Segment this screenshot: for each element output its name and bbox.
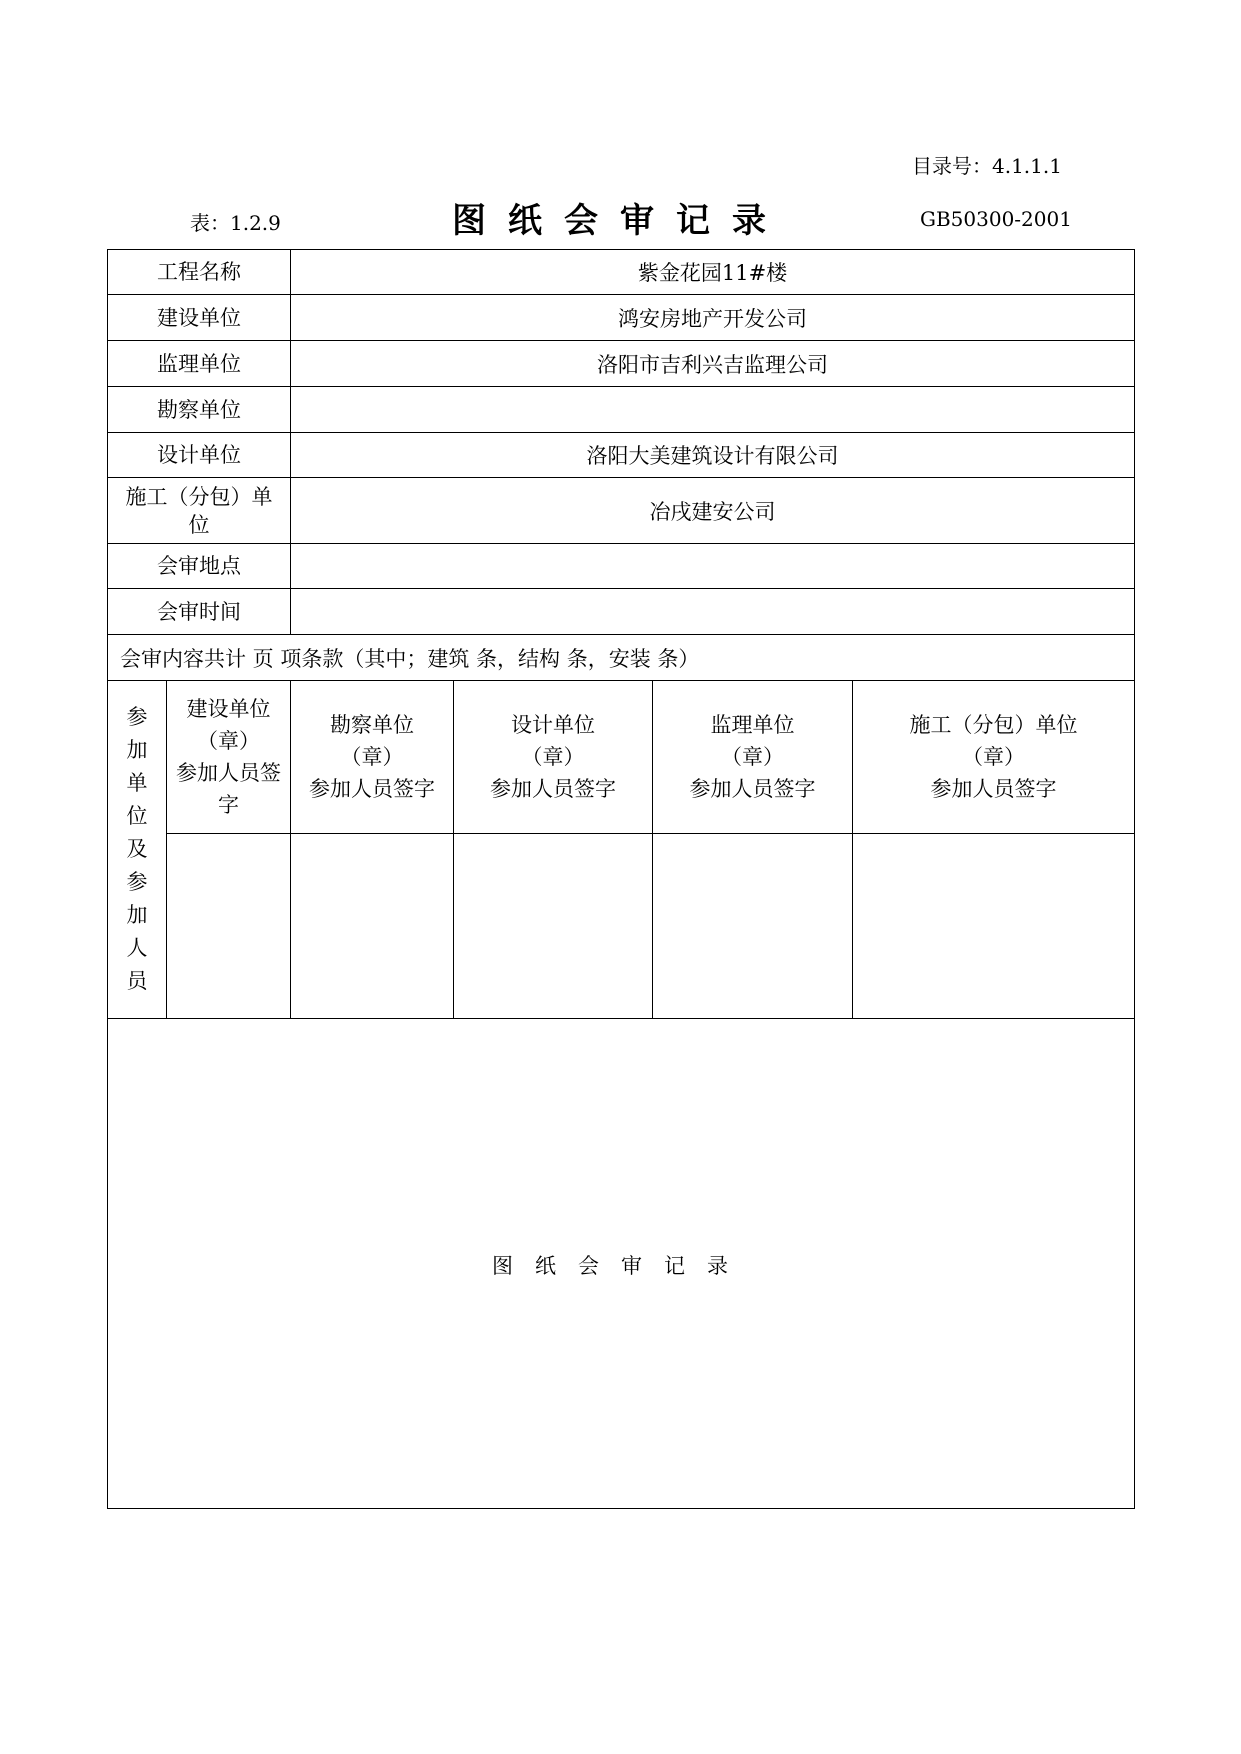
participant-construction-header: 施工（分包）单位 （章） 参加人员签字: [853, 681, 1135, 834]
participants-signature-row: [108, 834, 1135, 1019]
design-unit-label: 设计单位: [108, 433, 291, 478]
review-place-label: 会审地点: [108, 544, 291, 589]
supervision-unit-value: 洛阳市吉利兴吉监理公司: [291, 341, 1135, 387]
review-time-label: 会审时间: [108, 589, 291, 635]
design-unit-value: 洛阳大美建筑设计有限公司: [291, 433, 1135, 478]
participant-design-header: 设计单位 （章） 参加人员签字: [454, 681, 653, 834]
signature-cell-supervision: [653, 834, 853, 1019]
info-row: [108, 544, 1135, 589]
info-row: [108, 250, 1135, 295]
catalog-number: 目录号：4.1.1.1: [912, 154, 1062, 178]
form-number: 表：1.2.9: [190, 211, 281, 235]
info-row: [108, 387, 1135, 433]
participants-side-label: 参 加 单 位 及 参 加 人 员: [108, 681, 167, 1019]
survey-unit-value: [291, 387, 1135, 433]
document-title: 图纸会审记录: [452, 201, 788, 241]
participants-header-row: [108, 681, 1135, 834]
standard-code: GB50300-2001: [920, 207, 1072, 231]
signature-cell-construction: [853, 834, 1135, 1019]
review-record-table: [107, 249, 1135, 1509]
participant-supervision-header: 监理单位 （章） 参加人员签字: [653, 681, 853, 834]
info-row: [108, 341, 1135, 387]
project-name-label: 工程名称: [108, 250, 291, 295]
signature-cell-survey: [291, 834, 454, 1019]
review-time-value: [291, 589, 1135, 635]
owner-unit-label: 建设单位: [108, 295, 291, 341]
info-row: [108, 295, 1135, 341]
participant-owner-header: 建设单位 （章） 参加人员签字: [167, 681, 291, 834]
construction-unit-value: 冶戌建安公司: [291, 478, 1135, 544]
info-row: [108, 478, 1135, 544]
record-heading: 图纸会审记录: [492, 1253, 750, 1278]
supervision-unit-label: 监理单位: [108, 341, 291, 387]
record-area: [108, 1019, 1135, 1509]
record-area-row: [108, 1019, 1135, 1509]
info-row: [108, 433, 1135, 478]
content-summary-row: [108, 635, 1135, 681]
review-place-value: [291, 544, 1135, 589]
content-summary: 会审内容共计 页 项条款（其中；建筑 条，结构 条，安装 条）: [108, 635, 1135, 681]
project-name-value: 紫金花园11#楼: [291, 250, 1135, 295]
info-row: [108, 589, 1135, 635]
signature-cell-owner: [167, 834, 291, 1019]
owner-unit-value: 鸿安房地产开发公司: [291, 295, 1135, 341]
participant-survey-header: 勘察单位 （章） 参加人员签字: [291, 681, 454, 834]
construction-unit-label: 施工（分包）单位: [108, 478, 291, 544]
survey-unit-label: 勘察单位: [108, 387, 291, 433]
signature-cell-design: [454, 834, 653, 1019]
